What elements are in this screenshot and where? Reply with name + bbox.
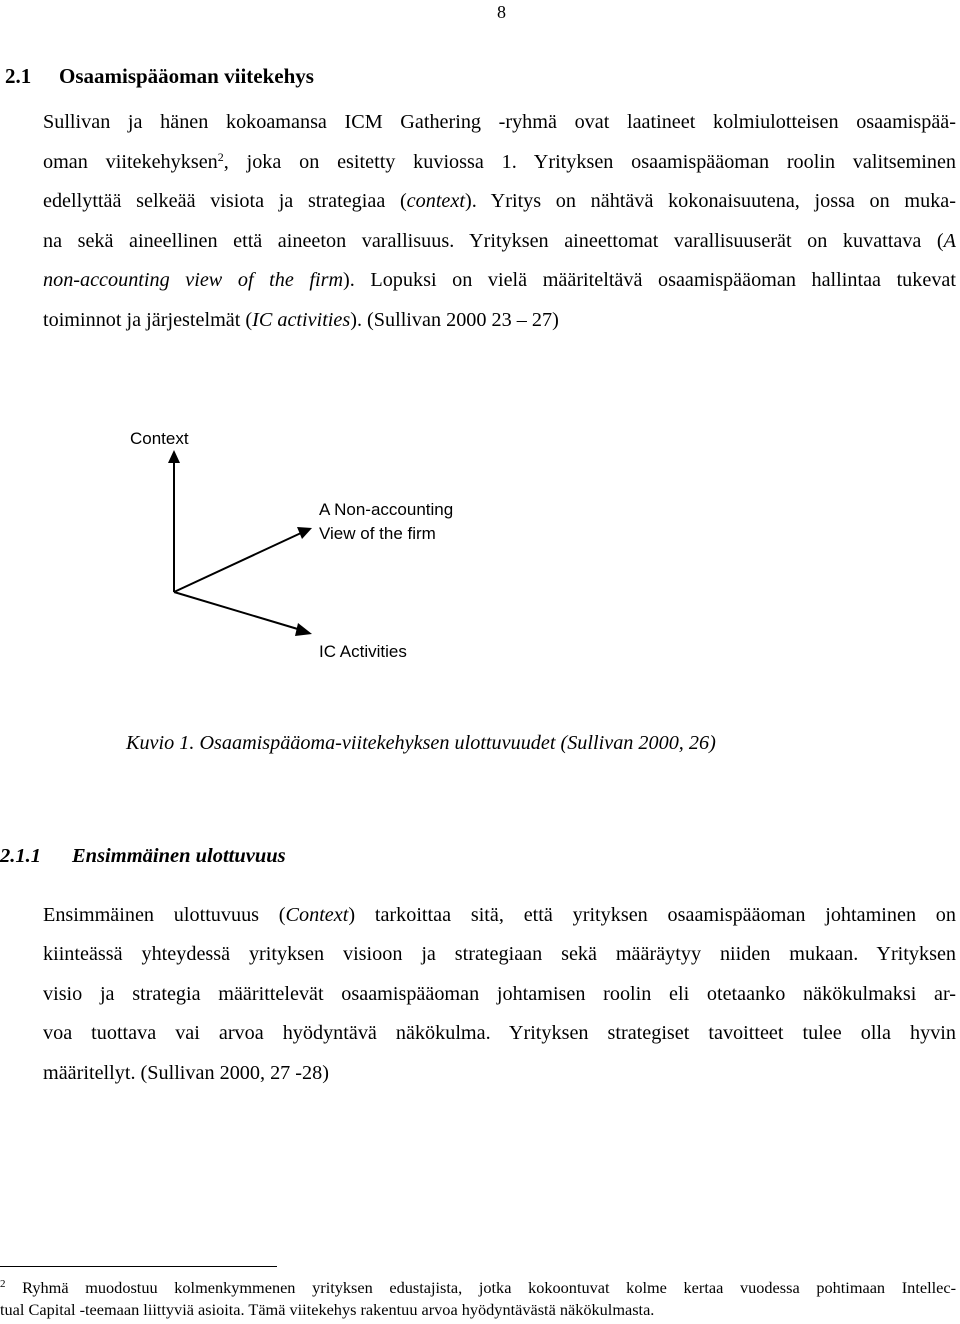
body-line-2: kiinteässä yhteydessä yrityksen visioon ja strategiaan sekä määräytyy niiden mukaan. Yrityksen	[43, 943, 956, 966]
nonaccounting-axis	[174, 533, 301, 592]
figure-caption: Kuvio 1. Osaamispääoma-viitekehyksen ulottuvuudet (Sullivan 2000, 26)	[126, 732, 716, 754]
intro-line-6: toiminnot ja järjestelmät (IC activities). (Sullivan 2000 23 – 27)	[43, 308, 559, 331]
body-paragraph	[43, 896, 956, 1093]
footnote-marker: 2	[0, 1278, 6, 1290]
intro-line-1: Sullivan ja hänen kokoamansa ICM Gathering -ryhmä ovat laatineet kolmiulotteisen osaamispää-	[43, 111, 956, 133]
ic-activities-arrowhead	[295, 623, 312, 636]
footnote-separator	[0, 1266, 277, 1267]
nonaccounting-arrowhead	[297, 527, 312, 539]
subsection-number: 2.1.1	[0, 845, 41, 867]
intro-paragraph	[43, 103, 956, 341]
footnote-line-2: tual Capital -teemaan liittyviä asioita. Tämä viitekehys rakentuu arvoa hyödyntävästä näkökulmasta.	[0, 1300, 655, 1319]
intro-line-4: na sekä aineellinen että aineeton varallisuus. Yrityksen aineettomat varallisuuserät on kuvattava (A	[43, 229, 956, 252]
section-number: 2.1	[5, 64, 32, 88]
footnote	[0, 1277, 956, 1321]
body-line-4: voa tuottava vai arvoa hyödyntävä näkökulma. Yrityksen strategiset tavoitteet tulee olla hyvin	[43, 1022, 956, 1045]
intro-line-5: non-accounting view of the firm). Lopuksi on vielä määriteltävä osaamispääoman hallintaa tukevat	[43, 269, 956, 292]
ic-activities-label: IC Activities	[319, 642, 407, 661]
footnote-reference: 2	[217, 149, 224, 164]
context-arrowhead	[168, 450, 180, 463]
body-line-5: määritellyt. (Sullivan 2000, 27 -28)	[43, 1061, 329, 1084]
page-number: 8	[497, 2, 506, 22]
nonaccounting-label-line-2: View of the firm	[319, 524, 436, 543]
intro-line-2: oman viitekehyksen$^2$, joka on esitetty kuviossa 1. Yrityksen osaamispääoman roolin valitseminen	[43, 149, 956, 173]
subsection-title: Ensimmäinen ulottuvuus	[72, 845, 286, 867]
section-heading	[5, 64, 314, 89]
intro-line-3: edellyttää selkeää visiota ja strategiaa (context). Yritys on nähtävä kokonaisuutena, jossa on muka-	[43, 190, 956, 213]
footnote-line-1: $^2$ Ryhmä muodostuu kolmenkymmenen yrityksen edustajista, jotka kokoontuvat kolme kertaa vuodessa pohtimaan Intellec-	[0, 1278, 956, 1297]
ic-activities-axis	[174, 592, 301, 630]
subsection-heading	[0, 845, 286, 868]
body-line-3: visio ja strategia määrittelevät osaamispääoman johtamisen roolin eli otetaanko näkökulmaksi ar-	[43, 982, 956, 1005]
section-title: Osaamispääoman viitekehys	[59, 64, 314, 88]
body-line-1: Ensimmäinen ulottuvuus (Context) tarkoittaa sitä, että yrityksen osaamispääoman johtaminen on	[43, 904, 956, 926]
context-label: Context	[130, 429, 189, 448]
nonaccounting-label-line-1: A Non-accounting	[319, 500, 454, 519]
